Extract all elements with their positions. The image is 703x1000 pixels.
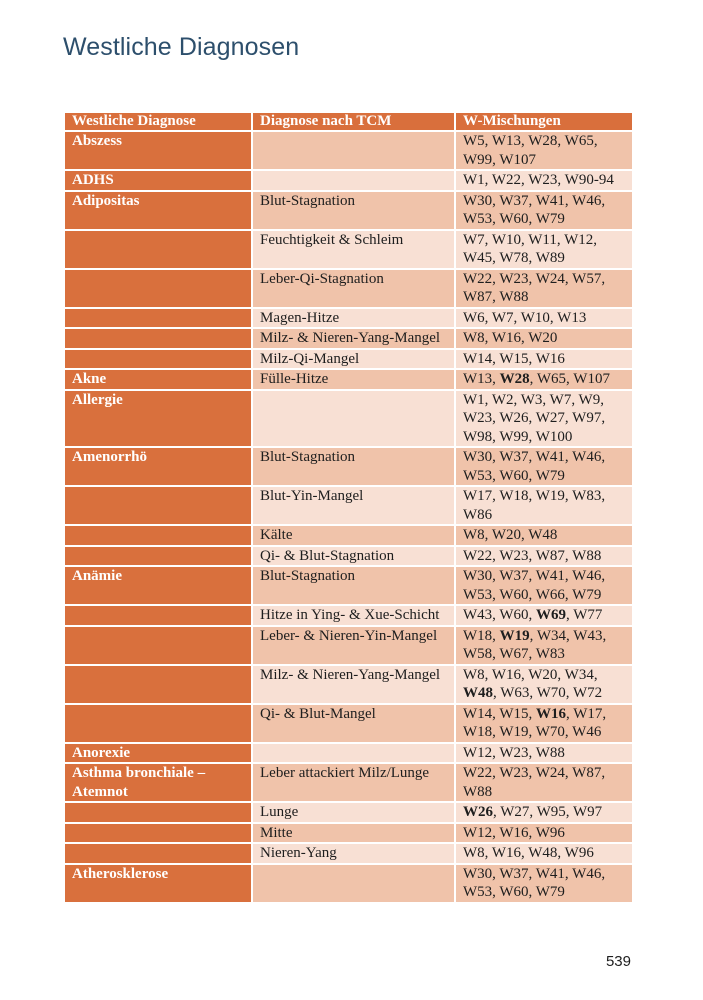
- western-diagnosis-cell: [64, 605, 252, 626]
- western-diagnosis-cell: [64, 269, 252, 308]
- w-mixtures-cell: [455, 308, 633, 329]
- tcm-diagnosis-cell: Blut-Stagnation: [252, 566, 455, 605]
- table-row: [64, 626, 633, 665]
- tcm-diagnosis-cell: Nieren-Yang: [252, 843, 455, 864]
- w-mixtures-cell: [455, 525, 633, 546]
- w-mixtures-cell: [455, 763, 633, 802]
- tcm-diagnosis-cell: Hitze in Ying- & Xue-Schicht: [252, 605, 455, 626]
- tcm-diagnosis-cell: Qi- & Blut-Mangel: [252, 704, 455, 743]
- mixture-text: W30, W37, W41, W46, W53, W60, W79: [463, 192, 606, 227]
- western-diagnosis-cell: [64, 308, 252, 329]
- w-mixtures-cell: [455, 566, 633, 605]
- tcm-diagnosis-cell: Blut-Stagnation: [252, 447, 455, 486]
- table-row: [64, 131, 633, 170]
- w-mixtures-cell: [455, 369, 633, 390]
- w-mixtures-cell: [455, 131, 633, 170]
- mixture-text: W12, W16, W96: [463, 824, 565, 841]
- w-mixtures-cell: [455, 626, 633, 665]
- table-row: [64, 308, 633, 329]
- table-row: [64, 665, 633, 704]
- tcm-diagnosis-cell: [252, 170, 455, 191]
- table-row: [64, 843, 633, 864]
- tcm-diagnosis-cell: [252, 390, 455, 448]
- table-body: [64, 131, 633, 903]
- tcm-diagnosis-cell: Lunge: [252, 802, 455, 823]
- diagnosis-table: [63, 111, 634, 904]
- mixture-text: W22, W23, W87, W88: [463, 547, 602, 564]
- mixture-text: W5, W13, W28, W65, W99, W107: [463, 133, 598, 168]
- highlighted-mixture: W26: [463, 804, 493, 820]
- w-mixtures-cell: [455, 823, 633, 844]
- western-diagnosis-cell: Asthma bronchiale – Atemnot: [64, 763, 252, 802]
- western-diagnosis-cell: Abszess: [64, 131, 252, 170]
- mixture-text: W17, W18, W19, W83, W86: [463, 488, 606, 523]
- tcm-diagnosis-cell: Fülle-Hitze: [252, 369, 455, 390]
- mixture-text: W8, W16, W20: [463, 330, 558, 346]
- mixture-text: , W34, W43, W58, W67, W83: [463, 627, 607, 662]
- highlighted-mixture: W48: [463, 685, 493, 701]
- w-mixtures-cell: [455, 486, 633, 525]
- tcm-diagnosis-cell: Feuchtigkeit & Schleim: [252, 230, 455, 269]
- tcm-diagnosis-cell: Qi- & Blut-Stagnation: [252, 546, 455, 567]
- w-mixtures-cell: [455, 743, 633, 764]
- mixture-text: W30, W37, W41, W46, W53, W60, W66, W79: [463, 568, 606, 603]
- mixture-text: W14, W15, W16: [463, 350, 565, 367]
- western-diagnosis-cell: Anorexie: [64, 743, 252, 764]
- w-mixtures-cell: [455, 230, 633, 269]
- western-diagnosis-cell: Adipositas: [64, 191, 252, 230]
- header-western-diagnosis: Westliche Diagnose: [64, 112, 252, 131]
- w-mixtures-cell: [455, 704, 633, 743]
- table-row: [64, 369, 633, 390]
- highlighted-mixture: W69: [536, 607, 567, 623]
- mixture-text: W1, W22, W23, W90-94: [463, 172, 614, 188]
- table-row: [64, 191, 633, 230]
- header-tcm-diagnosis: Diagnose nach TCM: [252, 112, 455, 131]
- w-mixtures-cell: [455, 605, 633, 626]
- table-row: [64, 605, 633, 626]
- table-row: [64, 743, 633, 764]
- mixture-text: , W65, W107: [529, 371, 610, 387]
- table-row: [64, 390, 633, 448]
- tcm-diagnosis-cell: [252, 743, 455, 764]
- header-w-mixtures: W-Mischungen: [455, 112, 633, 131]
- mixture-text: W8, W20, W48: [463, 527, 558, 543]
- table-header-row: [64, 112, 633, 131]
- table-row: [64, 230, 633, 269]
- w-mixtures-cell: [455, 447, 633, 486]
- western-diagnosis-cell: [64, 665, 252, 704]
- western-diagnosis-cell: [64, 626, 252, 665]
- w-mixtures-cell: [455, 390, 633, 448]
- mixture-text: W43, W60,: [463, 607, 537, 623]
- table-row: [64, 546, 633, 567]
- mixture-text: , W17, W18, W19, W70, W46: [463, 705, 607, 740]
- western-diagnosis-cell: [64, 843, 252, 864]
- mixture-text: W14, W15,: [463, 705, 537, 722]
- table-row: [64, 763, 633, 802]
- western-diagnosis-cell: [64, 328, 252, 349]
- table-row: [64, 349, 633, 370]
- highlighted-mixture: W28: [499, 371, 530, 387]
- mixture-text: W8, W16, W20, W34,: [463, 666, 598, 683]
- mixture-text: W7, W10, W11, W12, W45, W78, W89: [463, 231, 598, 266]
- tcm-diagnosis-cell: Milz- & Nieren-Yang-Mangel: [252, 328, 455, 349]
- table-row: [64, 170, 633, 191]
- mixture-text: , W63, W70, W72: [493, 685, 603, 701]
- table-row: [64, 269, 633, 308]
- table-row: [64, 864, 633, 903]
- mixture-text: W6, W7, W10, W13: [463, 309, 587, 326]
- tcm-diagnosis-cell: Milz-Qi-Mangel: [252, 349, 455, 370]
- table-row: [64, 328, 633, 349]
- western-diagnosis-cell: ADHS: [64, 170, 252, 191]
- mixture-text: W22, W23, W24, W87, W88: [463, 765, 606, 800]
- western-diagnosis-cell: [64, 823, 252, 844]
- tcm-diagnosis-cell: Leber attackiert Milz/Lunge: [252, 763, 455, 802]
- tcm-diagnosis-cell: Leber-Qi-Stagnation: [252, 269, 455, 308]
- western-diagnosis-cell: Allergie: [64, 390, 252, 448]
- tcm-diagnosis-cell: Mitte: [252, 823, 455, 844]
- western-diagnosis-cell: [64, 802, 252, 823]
- w-mixtures-cell: [455, 349, 633, 370]
- w-mixtures-cell: [455, 665, 633, 704]
- highlighted-mixture: W16: [536, 705, 567, 722]
- table-row: [64, 566, 633, 605]
- western-diagnosis-cell: [64, 230, 252, 269]
- table-row: [64, 525, 633, 546]
- w-mixtures-cell: [455, 170, 633, 191]
- tcm-diagnosis-cell: Leber- & Nieren-Yin-Mangel: [252, 626, 455, 665]
- mixture-text: W1, W2, W3, W7, W9, W23, W26, W27, W97, W98, W99, W100: [463, 391, 606, 445]
- highlighted-mixture: W19: [499, 627, 530, 644]
- mixture-text: W22, W23, W24, W57, W87, W88: [463, 270, 606, 305]
- w-mixtures-cell: [455, 843, 633, 864]
- tcm-diagnosis-cell: [252, 131, 455, 170]
- mixture-text: W12, W23, W88: [463, 744, 565, 761]
- mixture-text: W30, W37, W41, W46, W53, W60, W79: [463, 865, 606, 900]
- western-diagnosis-cell: [64, 525, 252, 546]
- mixture-text: W13,: [463, 371, 500, 387]
- tcm-diagnosis-cell: Milz- & Nieren-Yang-Mangel: [252, 665, 455, 704]
- w-mixtures-cell: [455, 802, 633, 823]
- mixture-text: W18,: [463, 627, 500, 644]
- mixture-text: , W77: [566, 607, 603, 623]
- table-row: [64, 447, 633, 486]
- page-title: Westliche Diagnosen: [63, 33, 300, 61]
- western-diagnosis-cell: Amenorrhö: [64, 447, 252, 486]
- mixture-text: W30, W37, W41, W46, W53, W60, W79: [463, 449, 606, 484]
- western-diagnosis-cell: [64, 486, 252, 525]
- w-mixtures-cell: [455, 269, 633, 308]
- western-diagnosis-cell: [64, 546, 252, 567]
- tcm-diagnosis-cell: [252, 864, 455, 903]
- western-diagnosis-cell: Akne: [64, 369, 252, 390]
- tcm-diagnosis-cell: Kälte: [252, 525, 455, 546]
- w-mixtures-cell: [455, 328, 633, 349]
- mixture-text: , W27, W95, W97: [493, 804, 603, 820]
- table-row: [64, 802, 633, 823]
- tcm-diagnosis-cell: Blut-Stagnation: [252, 191, 455, 230]
- table-row: [64, 486, 633, 525]
- western-diagnosis-cell: [64, 704, 252, 743]
- w-mixtures-cell: [455, 864, 633, 903]
- table-row: [64, 704, 633, 743]
- western-diagnosis-cell: Anämie: [64, 566, 252, 605]
- tcm-diagnosis-cell: Blut-Yin-Mangel: [252, 486, 455, 525]
- table-row: [64, 823, 633, 844]
- western-diagnosis-cell: [64, 349, 252, 370]
- mixture-text: W8, W16, W48, W96: [463, 845, 594, 861]
- w-mixtures-cell: [455, 191, 633, 230]
- page-number: 539: [605, 953, 631, 970]
- western-diagnosis-cell: Atherosklerose: [64, 864, 252, 903]
- w-mixtures-cell: [455, 546, 633, 567]
- tcm-diagnosis-cell: Magen-Hitze: [252, 308, 455, 329]
